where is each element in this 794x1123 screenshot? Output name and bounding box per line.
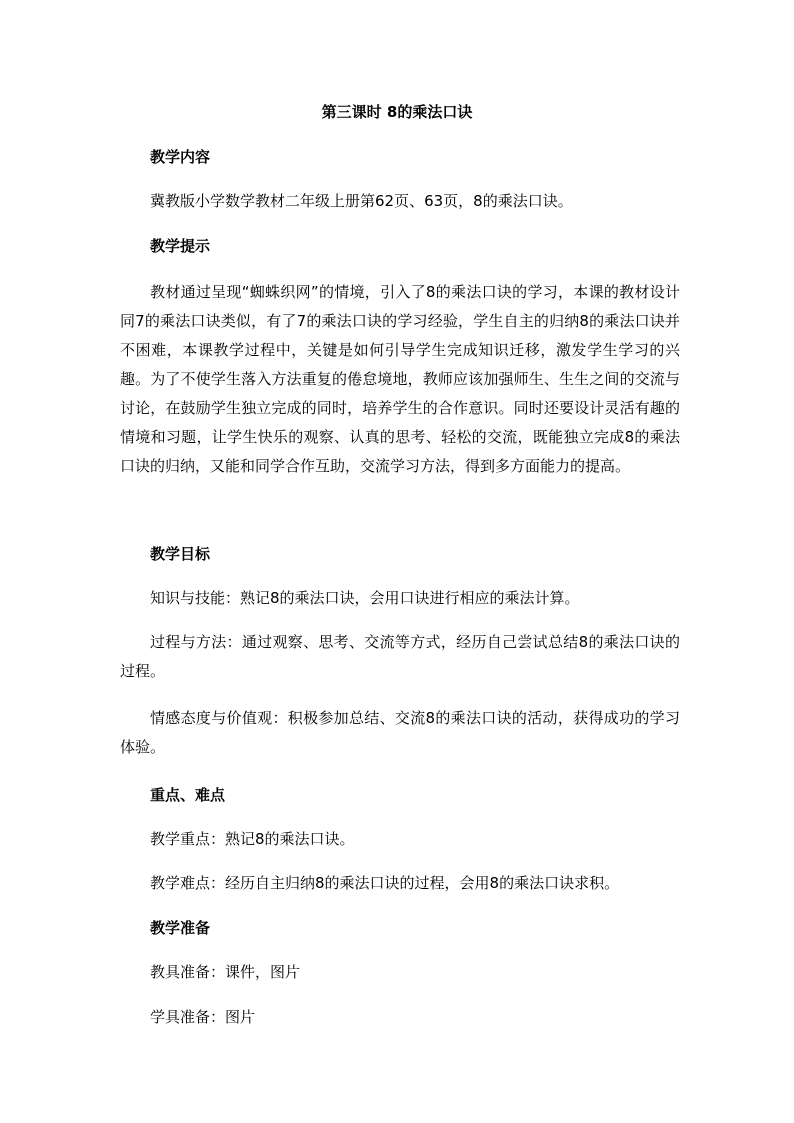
paragraph-teacher-prep: 教具准备：课件，图片 — [150, 963, 301, 981]
paragraph-teaching-content: 冀教版小学数学教材二年级上册第62页、63页，8的乘法口诀。 — [150, 192, 573, 210]
heading-teaching-hint: 教学提示 — [150, 237, 211, 255]
heading-teaching-prep: 教学准备 — [150, 919, 211, 937]
paragraph-goal-process: 过程与方法：通过观察、思考、交流等方式，经历自己尝试总结8的乘法口诀的过程。 — [120, 633, 680, 680]
paragraph-goal-knowledge: 知识与技能：熟记8的乘法口诀，会用口诀进行相应的乘法计算。 — [150, 589, 580, 607]
page-title: 第三课时 8的乘法口诀 — [321, 103, 473, 121]
paragraph-teaching-hint: 教材通过呈现“蜘蛛织网”的情境，引入了8的乘法口诀的学习，本课的教材设计同7的乘法口诀类似，有了7的乘法口诀的学习经验，学生自主的归纳8的乘法口诀并不困难，本课教学过程中，关键是如何引导学生完成知识迁移，激发学生学习的兴趣。为了不使学生落入方法重复的倦怠境地，教师应该加强师生、生生之间的交流与讨论，在鼓励学生独立完成的同时，培养学生的合作意识。同时还要设计灵活有趣的情境和习题，让学生快乐的观察、认真的思考、轻松的交流，既能独立完成8的乘法口诀的归纳，又能和同学合作互助，交流学习方法，得到多方面能力的提高。 — [120, 283, 680, 475]
paragraph-difficult-point: 教学难点：经历自主归纳8的乘法口诀的过程，会用8的乘法口诀求积。 — [150, 874, 620, 892]
paragraph-goal-emotion: 情感态度与价值观：积极参加总结、交流8的乘法口诀的活动，获得成功的学习体验。 — [120, 709, 680, 756]
heading-teaching-goals: 教学目标 — [150, 545, 211, 563]
paragraph-key-point: 教学重点：熟记8的乘法口诀。 — [150, 830, 355, 848]
heading-teaching-content: 教学内容 — [150, 148, 211, 166]
paragraph-student-prep: 学具准备：图片 — [150, 1008, 256, 1026]
heading-key-points: 重点、难点 — [150, 786, 226, 804]
